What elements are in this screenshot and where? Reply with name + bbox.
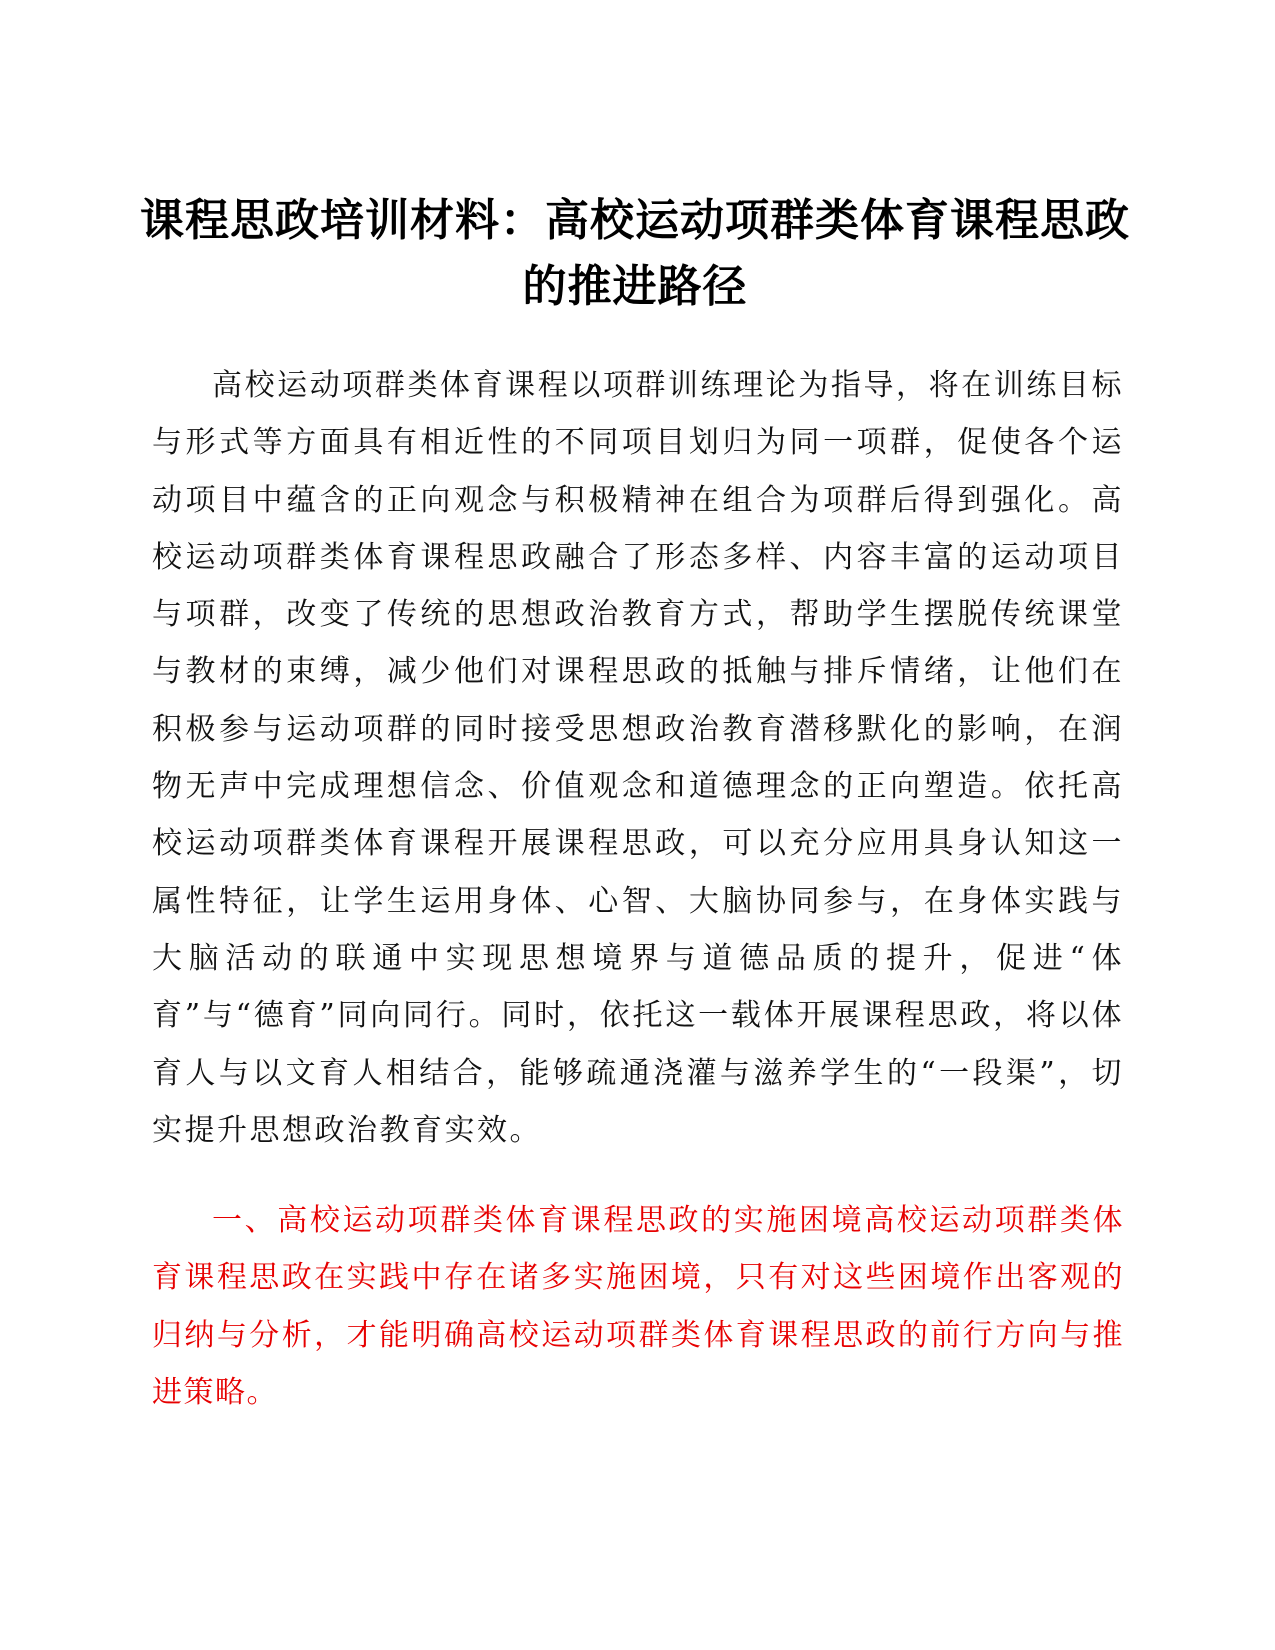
body-paragraph: 高校运动项群类体育课程以项群训练理论为指导，将在训练目标与形式等方面具有相近性的不同项目划归为同一项群，促使各个运动项目中蕴含的正向观念与积极精神在组合为项群后得到强化。高校运动项群类体育课程思政融合了形态多样、内容丰富的运动项目与项群，改变了传统的思想政治教育方式，帮助学生摆脱传统课堂与教材的束缚，减少他们对课程思政的抵触与排斥情绪，让他们在积极参与运动项群的同时接受思想政治教育潜移默化的影响，在润物无声中完成理想信念、价值观念和道德理念的正向塑造。依托高校运动项群类体育课程开展课程思政，可以充分应用具身认知这一属性特征，让学生运用身体、心智、大脑协同参与，在身体实践与大脑活动的联通中实现思想境界与道德品质的提升，促进“体育”与“德育”同向同行。同时，依托这一载体开展课程思政，将以体育人与以文育人相结合，能够疏通浇灌与滋养学生的“一段渠”，切实提升思想政治教育实效。 bbox=[152, 368, 1124, 1148]
section-heading-paragraph: 一、高校运动项群类体育课程思政的实施困境高校运动项群类体育课程思政在实践中存在诸多实施困境，只有对这些困境作出客观的归纳与分析，才能明确高校运动项群类体育课程思政的前行方向与推进策略。 bbox=[152, 1203, 1124, 1410]
document-title: 课程思政培训材料：高校运动项群类体育课程思政的推进路径 bbox=[140, 195, 1130, 312]
